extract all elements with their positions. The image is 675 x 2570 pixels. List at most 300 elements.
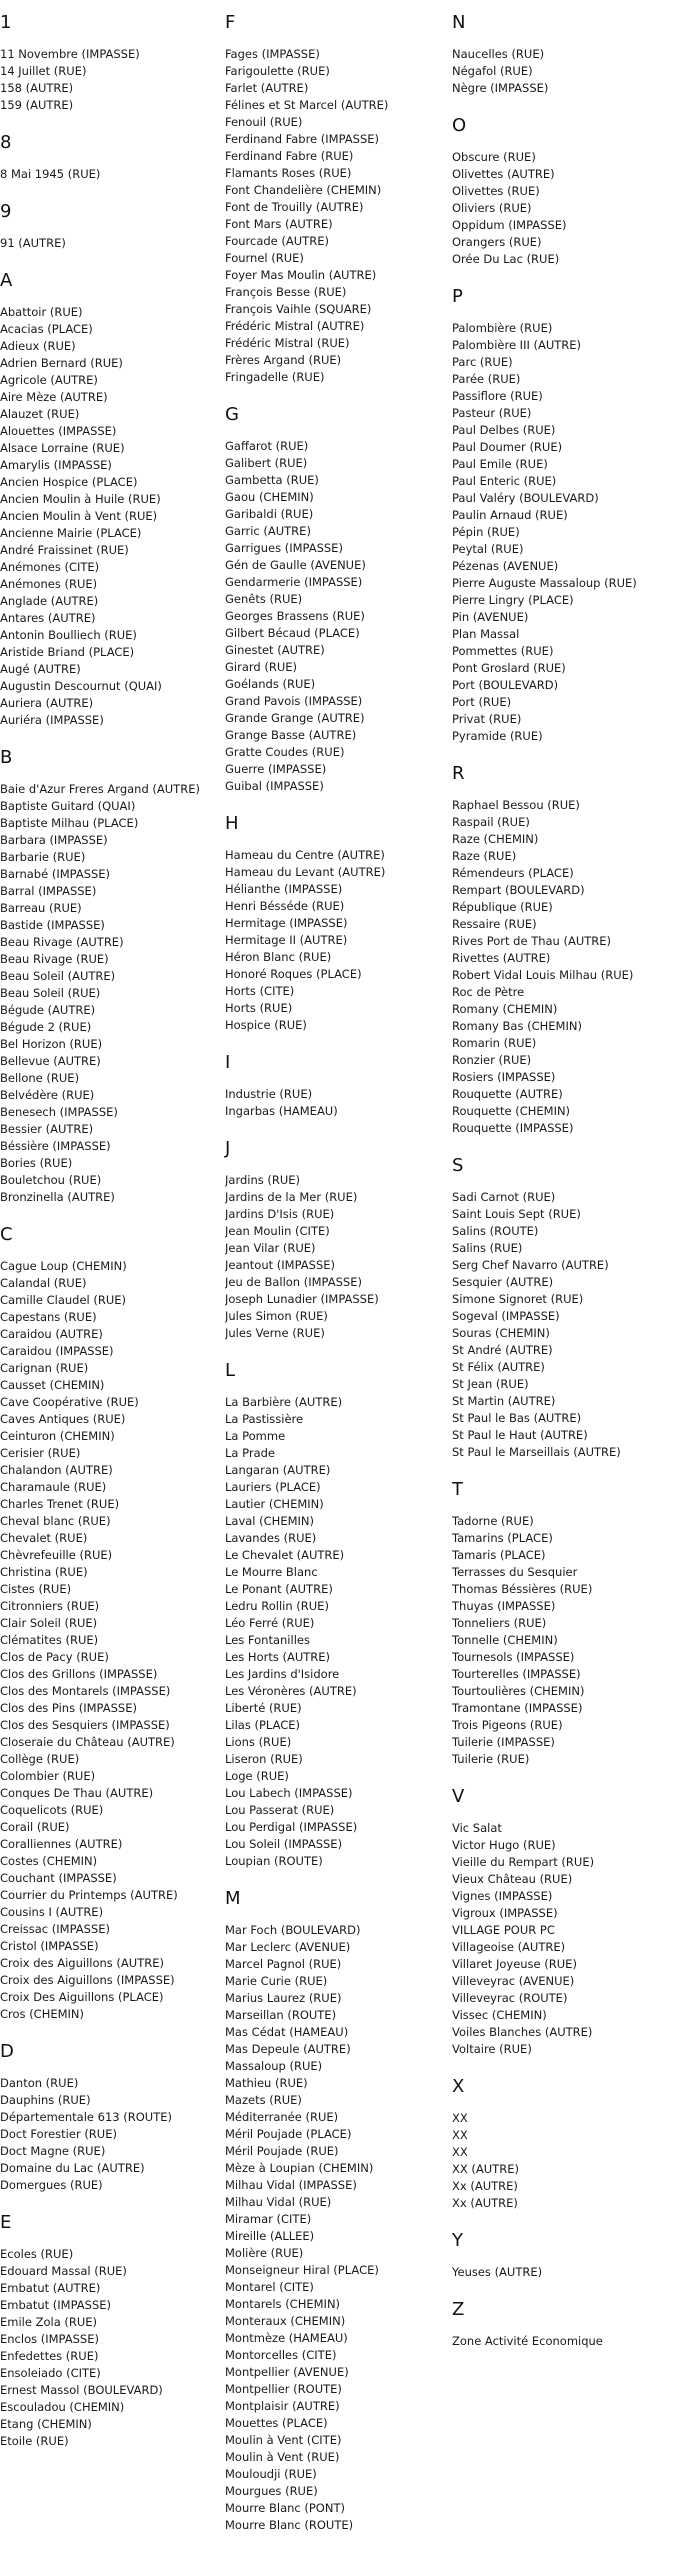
street-item[interactable]: Langaran (AUTRE): [225, 1463, 331, 1477]
street-item[interactable]: Orée Du Lac (RUE): [452, 252, 560, 266]
street-item[interactable]: Passiflore (RUE): [452, 389, 543, 403]
street-item[interactable]: Plan Massal: [452, 627, 520, 641]
street-item[interactable]: Adieux (RUE): [0, 339, 76, 353]
street-item[interactable]: Milhau Vidal (RUE): [225, 2195, 332, 2209]
street-item[interactable]: Clos des Grillons (IMPASSE): [0, 1667, 158, 1681]
street-item[interactable]: Négafol (RUE): [452, 64, 533, 78]
street-item[interactable]: Thomas Béssières (RUE): [452, 1582, 593, 1596]
street-item[interactable]: Voltaire (RUE): [452, 2042, 532, 2056]
street-item[interactable]: Escouladou (CHEMIN): [0, 2400, 125, 2414]
street-item[interactable]: Lilas (PLACE): [225, 1718, 301, 1732]
street-item[interactable]: 14 Juillet (RUE): [0, 64, 87, 78]
street-item[interactable]: Ginestet (AUTRE): [225, 643, 325, 657]
street-item[interactable]: Raphael Bessou (RUE): [452, 798, 580, 812]
street-item[interactable]: Doct Forestier (RUE): [0, 2127, 117, 2141]
street-item[interactable]: Victor Hugo (RUE): [452, 1838, 556, 1852]
street-item[interactable]: Jean Vilar (RUE): [225, 1241, 316, 1255]
street-item[interactable]: Mourre Blanc (ROUTE): [225, 2518, 354, 2532]
street-item[interactable]: Paul Enteric (RUE): [452, 474, 557, 488]
street-item[interactable]: Cros (CHEMIN): [0, 2007, 85, 2021]
street-item[interactable]: Nègre (IMPASSE): [452, 81, 549, 95]
street-item[interactable]: Oliviers (RUE): [452, 201, 532, 215]
street-item[interactable]: Olivettes (AUTRE): [452, 167, 555, 181]
street-item[interactable]: Léo Ferré (RUE): [225, 1616, 315, 1630]
street-item[interactable]: Colombier (RUE): [0, 1769, 96, 1783]
street-item[interactable]: Capestans (RUE): [0, 1310, 97, 1324]
street-item[interactable]: Le Mourre Blanc: [225, 1565, 318, 1579]
street-item[interactable]: Gendarmerie (IMPASSE): [225, 575, 363, 589]
street-item[interactable]: Pierre Lingry (PLACE): [452, 593, 574, 607]
street-item[interactable]: Farlet (AUTRE): [225, 81, 309, 95]
street-item[interactable]: Sesquier (AUTRE): [452, 1275, 554, 1289]
street-item[interactable]: Tourterelles (IMPASSE): [452, 1667, 581, 1681]
street-item[interactable]: Frédéric Mistral (RUE): [225, 336, 350, 350]
street-item[interactable]: XX (AUTRE): [452, 2162, 519, 2176]
street-item[interactable]: Paulin Arnaud (RUE): [452, 508, 568, 522]
street-item[interactable]: Paul Doumer (RUE): [452, 440, 563, 454]
street-item[interactable]: Montpellier (ROUTE): [225, 2382, 342, 2396]
street-item[interactable]: Emile Zola (RUE): [0, 2315, 98, 2329]
street-item[interactable]: Montpellier (AVENUE): [225, 2365, 349, 2379]
street-item[interactable]: Conques De Thau (AUTRE): [0, 1786, 154, 1800]
street-item[interactable]: Cerisier (RUE): [0, 1446, 81, 1460]
street-item[interactable]: Le Ponant (AUTRE): [225, 1582, 333, 1596]
street-item[interactable]: Parc (RUE): [452, 355, 513, 369]
street-item[interactable]: Augustin Descournut (QUAI): [0, 679, 162, 693]
street-item[interactable]: Mazets (RUE): [225, 2093, 302, 2107]
street-item[interactable]: Naucelles (RUE): [452, 47, 545, 61]
street-item[interactable]: Palombière III (AUTRE): [452, 338, 582, 352]
street-item[interactable]: Béssière (IMPASSE): [0, 1139, 111, 1153]
street-item[interactable]: VILLAGE POUR PC: [452, 1923, 555, 1937]
street-item[interactable]: Rouquette (IMPASSE): [452, 1121, 574, 1135]
street-item[interactable]: St Paul le Bas (AUTRE): [452, 1411, 582, 1425]
street-item[interactable]: Romarin (RUE): [452, 1036, 537, 1050]
street-item[interactable]: Cristol (IMPASSE): [0, 1939, 99, 1953]
street-item[interactable]: St Félix (AUTRE): [452, 1360, 545, 1374]
street-item[interactable]: Molière (RUE): [225, 2246, 304, 2260]
street-item[interactable]: Charamaule (RUE): [0, 1480, 107, 1494]
street-item[interactable]: Montorcelles (CITE): [225, 2348, 337, 2362]
street-item[interactable]: Gilbert Bécaud (PLACE): [225, 626, 360, 640]
street-item[interactable]: Baie d'Azur Freres Argand (AUTRE): [0, 782, 200, 796]
street-item[interactable]: Clématites (RUE): [0, 1633, 99, 1647]
street-item[interactable]: Anglade (AUTRE): [0, 594, 99, 608]
street-item[interactable]: Baptiste Guitard (QUAI): [0, 799, 136, 813]
street-item[interactable]: Mar Leclerc (AVENUE): [225, 1940, 351, 1954]
street-item[interactable]: Paul Valéry (BOULEVARD): [452, 491, 599, 505]
street-item[interactable]: Edouard Massal (RUE): [0, 2264, 127, 2278]
street-item[interactable]: Pasteur (RUE): [452, 406, 532, 420]
street-item[interactable]: Monseigneur Hiral (PLACE): [225, 2263, 379, 2277]
street-item[interactable]: Ancien Moulin à Huile (RUE): [0, 492, 161, 506]
street-item[interactable]: Coquelicots (RUE): [0, 1803, 104, 1817]
street-item[interactable]: Hameau du Levant (AUTRE): [225, 865, 386, 879]
street-item[interactable]: Villeveyrac (AVENUE): [452, 1974, 575, 1988]
street-item[interactable]: 11 Novembre (IMPASSE): [0, 47, 140, 61]
street-item[interactable]: Henri Bésséde (RUE): [225, 899, 345, 913]
street-item[interactable]: Tadorne (RUE): [452, 1514, 534, 1528]
street-item[interactable]: Calandal (RUE): [0, 1276, 87, 1290]
street-item[interactable]: Coralliennes (AUTRE): [0, 1837, 123, 1851]
street-item[interactable]: Anémones (RUE): [0, 577, 98, 591]
street-item[interactable]: Gambetta (RUE): [225, 473, 319, 487]
street-item[interactable]: St Martin (AUTRE): [452, 1394, 556, 1408]
street-item[interactable]: Girard (RUE): [225, 660, 298, 674]
street-item[interactable]: Pyramide (RUE): [452, 729, 543, 743]
street-item[interactable]: Creissac (IMPASSE): [0, 1922, 111, 1936]
street-item[interactable]: Foyer Mas Moulin (AUTRE): [225, 268, 377, 282]
street-item[interactable]: Bel Horizon (RUE): [0, 1037, 103, 1051]
street-item[interactable]: Raze (CHEMIN): [452, 832, 539, 846]
street-item[interactable]: Hermitage (IMPASSE): [225, 916, 348, 930]
street-item[interactable]: Milhau Vidal (IMPASSE): [225, 2178, 357, 2192]
street-item[interactable]: Caves Antiques (RUE): [0, 1412, 126, 1426]
street-item[interactable]: Voiles Blanches (AUTRE): [452, 2025, 593, 2039]
street-item[interactable]: Sogeval (IMPASSE): [452, 1309, 560, 1323]
street-item[interactable]: Gaffarot (RUE): [225, 439, 309, 453]
street-item[interactable]: Ferdinand Fabre (RUE): [225, 149, 354, 163]
street-item[interactable]: Bessier (AUTRE): [0, 1122, 94, 1136]
street-item[interactable]: Ingarbas (HAMEAU): [225, 1104, 338, 1118]
street-item[interactable]: Yeuses (AUTRE): [452, 2265, 543, 2279]
street-item[interactable]: Lavandes (RUE): [225, 1531, 317, 1545]
street-item[interactable]: Garrigues (IMPASSE): [225, 541, 343, 555]
street-item[interactable]: Jardins (RUE): [225, 1173, 301, 1187]
street-item[interactable]: Gaou (CHEMIN): [225, 490, 314, 504]
street-item[interactable]: Chèvrefeuille (RUE): [0, 1548, 113, 1562]
street-item[interactable]: Lou Soleil (IMPASSE): [225, 1837, 343, 1851]
street-item[interactable]: Etoile (RUE): [0, 2434, 69, 2448]
street-item[interactable]: Benesech (IMPASSE): [0, 1105, 118, 1119]
street-item[interactable]: Palombière (RUE): [452, 321, 553, 335]
street-item[interactable]: Méril Poujade (RUE): [225, 2144, 339, 2158]
street-item[interactable]: Honoré Roques (PLACE): [225, 967, 362, 981]
street-item[interactable]: Lautier (CHEMIN): [225, 1497, 324, 1511]
street-item[interactable]: 8 Mai 1945 (RUE): [0, 167, 101, 181]
street-item[interactable]: Cheval blanc (RUE): [0, 1514, 111, 1528]
street-item[interactable]: François Vaihle (SQUARE): [225, 302, 372, 316]
street-item[interactable]: Garibaldi (RUE): [225, 507, 314, 521]
street-item[interactable]: Bellevue (AUTRE): [0, 1054, 101, 1068]
street-item[interactable]: Mathieu (RUE): [225, 2076, 308, 2090]
street-item[interactable]: Christina (RUE): [0, 1565, 88, 1579]
street-item[interactable]: 158 (AUTRE): [0, 81, 74, 95]
street-item[interactable]: Tamarins (PLACE): [452, 1531, 553, 1545]
street-item[interactable]: Clos de Pacy (RUE): [0, 1650, 109, 1664]
street-item[interactable]: La Pomme: [225, 1429, 286, 1443]
street-item[interactable]: Enfedettes (RUE): [0, 2349, 99, 2363]
street-item[interactable]: Domergues (RUE): [0, 2178, 103, 2192]
street-item[interactable]: Aire Mèze (AUTRE): [0, 390, 108, 404]
street-item[interactable]: Anémones (CITE): [0, 560, 100, 574]
street-item[interactable]: Lauriers (PLACE): [225, 1480, 321, 1494]
street-item[interactable]: Augé (AUTRE): [0, 662, 81, 676]
street-item[interactable]: Ancien Moulin à Vent (RUE): [0, 509, 158, 523]
street-item[interactable]: Ernest Massol (BOULEVARD): [0, 2383, 163, 2397]
street-item[interactable]: Salins (ROUTE): [452, 1224, 539, 1238]
street-item[interactable]: Guibal (IMPASSE): [225, 779, 324, 793]
street-item[interactable]: Roc de Pètre: [452, 985, 525, 999]
street-item[interactable]: Mar Foch (BOULEVARD): [225, 1923, 361, 1937]
street-item[interactable]: Horts (CITE): [225, 984, 295, 998]
street-item[interactable]: Les Véronères (AUTRE): [225, 1684, 357, 1698]
street-item[interactable]: Raspail (RUE): [452, 815, 530, 829]
street-item[interactable]: Doct Magne (RUE): [0, 2144, 106, 2158]
street-item[interactable]: Acacias (PLACE): [0, 322, 93, 336]
street-item[interactable]: Danton (RUE): [0, 2076, 79, 2090]
street-item[interactable]: Goélands (RUE): [225, 677, 316, 691]
street-item[interactable]: Ronzier (RUE): [452, 1053, 532, 1067]
street-item[interactable]: Mouettes (PLACE): [225, 2416, 328, 2430]
street-item[interactable]: Paul Delbes (RUE): [452, 423, 556, 437]
street-item[interactable]: Mourgues (RUE): [225, 2484, 318, 2498]
street-item[interactable]: Alauzet (RUE): [0, 407, 80, 421]
street-item[interactable]: Bronzinella (AUTRE): [0, 1190, 115, 1204]
street-item[interactable]: St Paul le Haut (AUTRE): [452, 1428, 588, 1442]
street-item[interactable]: Simone Signoret (RUE): [452, 1292, 584, 1306]
street-item[interactable]: Frédéric Mistral (AUTRE): [225, 319, 365, 333]
street-item[interactable]: Jeu de Ballon (IMPASSE): [225, 1275, 362, 1289]
street-item[interactable]: Jules Verne (RUE): [225, 1326, 325, 1340]
street-item[interactable]: Clos des Sesquiers (IMPASSE): [0, 1718, 170, 1732]
street-item[interactable]: Tonneliers (RUE): [452, 1616, 547, 1630]
street-item[interactable]: Croix Des Aiguillons (PLACE): [0, 1990, 164, 2004]
street-item[interactable]: Gratte Coudes (RUE): [225, 745, 345, 759]
street-item[interactable]: Lions (RUE): [225, 1735, 292, 1749]
street-item[interactable]: Méditerranée (RUE): [225, 2110, 339, 2124]
street-item[interactable]: Port (BOULEVARD): [452, 678, 559, 692]
street-item[interactable]: XX: [452, 2145, 468, 2159]
street-item[interactable]: Tonnelle (CHEMIN): [452, 1633, 558, 1647]
street-item[interactable]: Vieux Château (RUE): [452, 1872, 573, 1886]
street-item[interactable]: 91 (AUTRE): [0, 236, 66, 250]
street-item[interactable]: Grand Pavois (IMPASSE): [225, 694, 363, 708]
street-item[interactable]: Robert Vidal Louis Milhau (RUE): [452, 968, 634, 982]
street-item[interactable]: Domaine du Lac (AUTRE): [0, 2161, 145, 2175]
street-item[interactable]: Le Chevalet (AUTRE): [225, 1548, 345, 1562]
street-item[interactable]: Ceinturon (CHEMIN): [0, 1429, 115, 1443]
street-item[interactable]: Moulin à Vent (CITE): [225, 2433, 342, 2447]
street-item[interactable]: Galibert (RUE): [225, 456, 308, 470]
street-item[interactable]: Montarel (CITE): [225, 2280, 314, 2294]
street-item[interactable]: Farigoulette (RUE): [225, 64, 330, 78]
street-item[interactable]: Aristide Briand (PLACE): [0, 645, 135, 659]
street-item[interactable]: Corail (RUE): [0, 1820, 70, 1834]
street-item[interactable]: Loupian (ROUTE): [225, 1854, 323, 1868]
street-item[interactable]: Terrasses du Sesquier: [452, 1565, 578, 1579]
street-item[interactable]: Villeveyrac (ROUTE): [452, 1991, 568, 2005]
street-item[interactable]: Alouettes (IMPASSE): [0, 424, 117, 438]
street-item[interactable]: Beau Soleil (AUTRE): [0, 969, 116, 983]
street-item[interactable]: Font Mars (AUTRE): [225, 217, 333, 231]
street-item[interactable]: Rempart (BOULEVARD): [452, 883, 585, 897]
street-item[interactable]: Thuyas (IMPASSE): [452, 1599, 556, 1613]
street-item[interactable]: Collège (RUE): [0, 1752, 80, 1766]
street-item[interactable]: Moulin à Vent (RUE): [225, 2450, 340, 2464]
street-item[interactable]: Georges Brassens (RUE): [225, 609, 365, 623]
street-item[interactable]: Rives Port de Thau (AUTRE): [452, 934, 612, 948]
street-item[interactable]: Fages (IMPASSE): [225, 47, 320, 61]
street-item[interactable]: Causset (CHEMIN): [0, 1378, 105, 1392]
street-item[interactable]: Garric (AUTRE): [225, 524, 311, 538]
street-item[interactable]: Vic Salat: [452, 1821, 502, 1835]
street-item[interactable]: Clair Soleil (RUE): [0, 1616, 98, 1630]
street-item[interactable]: Mireille (ALLEE): [225, 2229, 315, 2243]
street-item[interactable]: Horts (RUE): [225, 1001, 293, 1015]
street-item[interactable]: Couchant (IMPASSE): [0, 1871, 117, 1885]
street-item[interactable]: Caraidou (IMPASSE): [0, 1344, 114, 1358]
street-item[interactable]: Dauphins (RUE): [0, 2093, 91, 2107]
street-item[interactable]: Hospice (RUE): [225, 1018, 307, 1032]
street-item[interactable]: Les Horts (AUTRE): [225, 1650, 331, 1664]
street-item[interactable]: Jean Moulin (CITE): [225, 1224, 330, 1238]
street-item[interactable]: Héron Blanc (RUE): [225, 950, 332, 964]
street-item[interactable]: Obscure (RUE): [452, 150, 536, 164]
street-item[interactable]: Vigroux (IMPASSE): [452, 1906, 558, 1920]
street-item[interactable]: Monteraux (CHEMIN): [225, 2314, 346, 2328]
street-item[interactable]: Jeantout (IMPASSE): [225, 1258, 336, 1272]
street-item[interactable]: Hélianthe (IMPASSE): [225, 882, 343, 896]
street-item[interactable]: Salins (RUE): [452, 1241, 523, 1255]
street-item[interactable]: Agricole (AUTRE): [0, 373, 98, 387]
street-item[interactable]: Départementale 613 (ROUTE): [0, 2110, 172, 2124]
street-item[interactable]: Oppidum (IMPASSE): [452, 218, 567, 232]
street-item[interactable]: Mouloudji (RUE): [225, 2467, 317, 2481]
street-item[interactable]: Font Chandelière (CHEMIN): [225, 183, 382, 197]
street-item[interactable]: Pierre Auguste Massaloup (RUE): [452, 576, 637, 590]
street-item[interactable]: Xx (AUTRE): [452, 2196, 518, 2210]
street-item[interactable]: Cistes (RUE): [0, 1582, 72, 1596]
street-item[interactable]: Fenouil (RUE): [225, 115, 303, 129]
street-item[interactable]: Tourtoulières (CHEMIN): [452, 1684, 585, 1698]
street-item[interactable]: Montplaisir (AUTRE): [225, 2399, 340, 2413]
street-item[interactable]: Vissec (CHEMIN): [452, 2008, 547, 2022]
street-item[interactable]: Ecoles (RUE): [0, 2247, 74, 2261]
street-item[interactable]: Cague Loup (CHEMIN): [0, 1259, 127, 1273]
street-item[interactable]: Font de Trouilly (AUTRE): [225, 200, 364, 214]
street-item[interactable]: Fournel (RUE): [225, 251, 304, 265]
street-item[interactable]: Marseillan (ROUTE): [225, 2008, 337, 2022]
street-item[interactable]: Clos des Montarels (IMPASSE): [0, 1684, 171, 1698]
street-item[interactable]: Saint Louis Sept (RUE): [452, 1207, 581, 1221]
street-item[interactable]: Vieille du Rempart (RUE): [452, 1855, 595, 1869]
street-item[interactable]: Tuilerie (IMPASSE): [452, 1735, 555, 1749]
street-item[interactable]: Clos des Pins (IMPASSE): [0, 1701, 137, 1715]
street-item[interactable]: Grange Basse (AUTRE): [225, 728, 357, 742]
street-item[interactable]: 159 (AUTRE): [0, 98, 74, 112]
street-item[interactable]: Ancienne Mairie (PLACE): [0, 526, 142, 540]
street-item[interactable]: Barbara (IMPASSE): [0, 833, 108, 847]
street-item[interactable]: Villageoise (AUTRE): [452, 1940, 566, 1954]
street-item[interactable]: Jules Simon (RUE): [225, 1309, 328, 1323]
street-item[interactable]: Auriera (AUTRE): [0, 696, 94, 710]
street-item[interactable]: Lou Perdigal (IMPASSE): [225, 1820, 358, 1834]
street-item[interactable]: Ressaire (RUE): [452, 917, 537, 931]
street-item[interactable]: Montarels (CHEMIN): [225, 2297, 341, 2311]
street-item[interactable]: Loge (RUE): [225, 1769, 289, 1783]
street-item[interactable]: Cave Coopérative (RUE): [0, 1395, 139, 1409]
street-item[interactable]: Amarylis (IMPASSE): [0, 458, 112, 472]
street-item[interactable]: Beau Rivage (AUTRE): [0, 935, 124, 949]
street-item[interactable]: Enclos (IMPASSE): [0, 2332, 99, 2346]
street-item[interactable]: Les Jardins d'Isidore: [225, 1667, 340, 1681]
street-item[interactable]: Romany (CHEMIN): [452, 1002, 558, 1016]
street-item[interactable]: Bellone (RUE): [0, 1071, 80, 1085]
street-item[interactable]: Xx (AUTRE): [452, 2179, 518, 2193]
street-item[interactable]: Embatut (IMPASSE): [0, 2298, 111, 2312]
street-item[interactable]: Charles Trenet (RUE): [0, 1497, 120, 1511]
street-item[interactable]: Pommettes (RUE): [452, 644, 554, 658]
street-item[interactable]: Montmèze (HAMEAU): [225, 2331, 348, 2345]
street-item[interactable]: Liberté (RUE): [225, 1701, 302, 1715]
street-item[interactable]: Caraidou (AUTRE): [0, 1327, 103, 1341]
street-item[interactable]: Tournesols (IMPASSE): [452, 1650, 575, 1664]
street-item[interactable]: La Prade: [225, 1446, 275, 1460]
street-item[interactable]: Genêts (RUE): [225, 592, 303, 606]
street-item[interactable]: Rouquette (AUTRE): [452, 1087, 563, 1101]
street-item[interactable]: La Barbière (AUTRE): [225, 1395, 343, 1409]
street-item[interactable]: Souras (CHEMIN): [452, 1326, 550, 1340]
street-item[interactable]: République (RUE): [452, 900, 553, 914]
street-item[interactable]: Gén de Gaulle (AVENUE): [225, 558, 366, 572]
street-item[interactable]: Pin (AVENUE): [452, 610, 529, 624]
street-item[interactable]: Rouquette (CHEMIN): [452, 1104, 571, 1118]
street-item[interactable]: Pépin (RUE): [452, 525, 520, 539]
street-item[interactable]: Antonin Boulliech (RUE): [0, 628, 137, 642]
street-item[interactable]: Barreau (RUE): [0, 901, 82, 915]
street-item[interactable]: Croix des Aiguillons (AUTRE): [0, 1956, 164, 1970]
street-item[interactable]: André Fraissinet (RUE): [0, 543, 129, 557]
street-item[interactable]: Tuilerie (RUE): [452, 1752, 530, 1766]
street-item[interactable]: Alsace Lorraine (RUE): [0, 441, 125, 455]
street-item[interactable]: Lou Labech (IMPASSE): [225, 1786, 353, 1800]
street-item[interactable]: Belvédère (RUE): [0, 1088, 95, 1102]
street-item[interactable]: La Pastissière: [225, 1412, 304, 1426]
street-item[interactable]: St Jean (RUE): [452, 1377, 529, 1391]
street-item[interactable]: Rémendeurs (PLACE): [452, 866, 574, 880]
street-item[interactable]: Marcel Pagnol (RUE): [225, 1957, 342, 1971]
street-item[interactable]: Jardins D'Isis (RUE): [225, 1207, 335, 1221]
street-item[interactable]: Orangers (RUE): [452, 235, 542, 249]
street-item[interactable]: Bouletchou (RUE): [0, 1173, 102, 1187]
street-item[interactable]: Mas Depeule (AUTRE): [225, 2042, 351, 2056]
street-item[interactable]: Barnabé (IMPASSE): [0, 867, 111, 881]
street-item[interactable]: Paul Emile (RUE): [452, 457, 548, 471]
street-item[interactable]: Flamants Roses (RUE): [225, 166, 352, 180]
street-item[interactable]: XX: [452, 2111, 468, 2125]
street-item[interactable]: Frères Argand (RUE): [225, 353, 342, 367]
street-item[interactable]: Bégude (AUTRE): [0, 1003, 96, 1017]
street-item[interactable]: Chalandon (AUTRE): [0, 1463, 113, 1477]
street-item[interactable]: Citronniers (RUE): [0, 1599, 100, 1613]
street-item[interactable]: Carignan (RUE): [0, 1361, 89, 1375]
street-item[interactable]: Les Fontanilles: [225, 1633, 310, 1647]
street-item[interactable]: Adrien Bernard (RUE): [0, 356, 123, 370]
street-item[interactable]: Bégude 2 (RUE): [0, 1020, 92, 1034]
street-item[interactable]: Rivettes (AUTRE): [452, 951, 551, 965]
street-item[interactable]: Abattoir (RUE): [0, 305, 83, 319]
street-item[interactable]: Industrie (RUE): [225, 1087, 313, 1101]
street-item[interactable]: Port (RUE): [452, 695, 512, 709]
street-item[interactable]: Sadi Carnot (RUE): [452, 1190, 556, 1204]
street-item[interactable]: Hermitage II (AUTRE): [225, 933, 348, 947]
street-item[interactable]: Barbarie (RUE): [0, 850, 86, 864]
street-item[interactable]: Chevalet (RUE): [0, 1531, 88, 1545]
street-item[interactable]: Ledru Rollin (RUE): [225, 1599, 329, 1613]
street-item[interactable]: Grande Grange (AUTRE): [225, 711, 365, 725]
street-item[interactable]: Fourcade (AUTRE): [225, 234, 329, 248]
